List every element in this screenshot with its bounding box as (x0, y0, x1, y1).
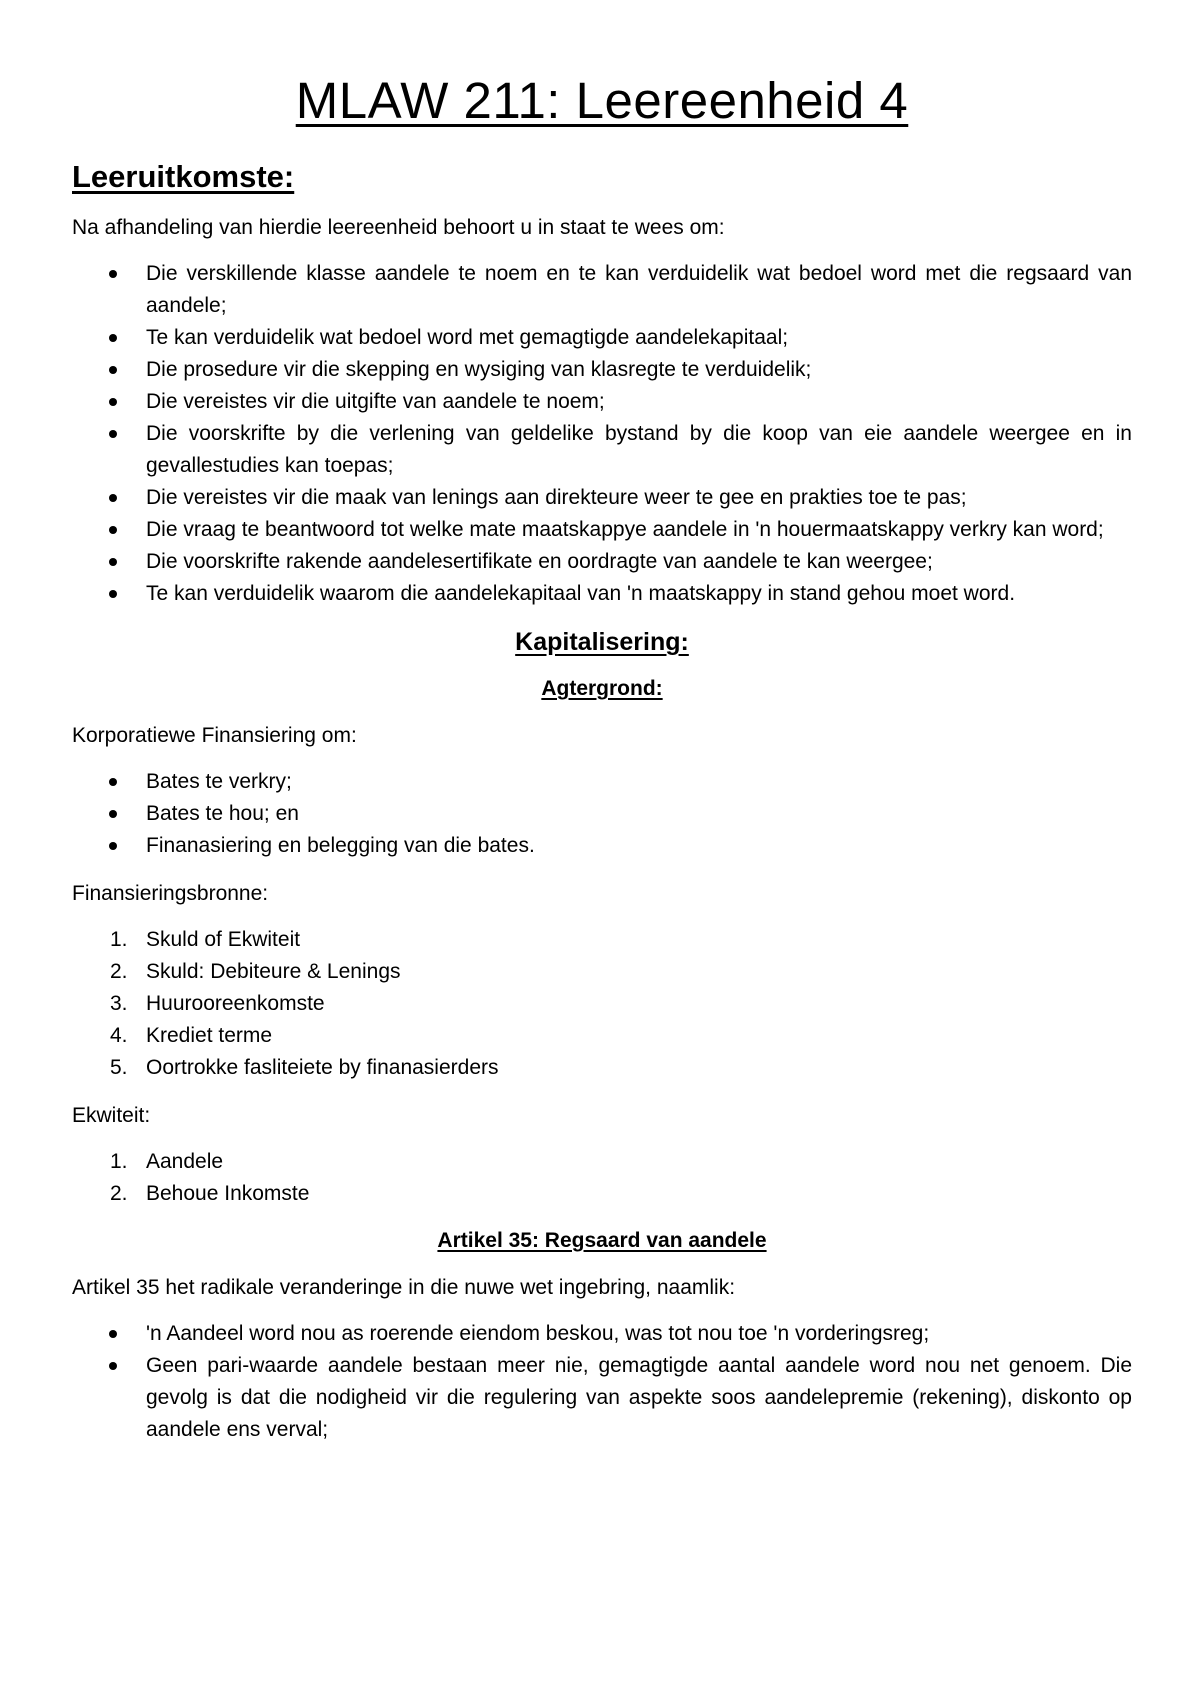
list-item: 'n Aandeel word nou as roerende eiendom beskou, was tot nou toe 'n vorderingsreg; (72, 1318, 1132, 1350)
document-title: MLAW 211: Leereenheid 4 (295, 72, 909, 129)
list-item: 1. Aandele (110, 1150, 224, 1173)
article35-list (72, 1318, 1132, 1446)
financing-sources-list (72, 924, 1132, 1084)
equity-label: Ekwiteit: (72, 1104, 151, 1127)
outcomes-intro: Na afhandeling van hierdie leereenheid behoort u in staat te wees om: (72, 216, 725, 239)
outcomes-list (72, 258, 1132, 610)
list-item: Die verskillende klasse aandele te noem en te kan verduidelik wat bedoel word met die regsaard van aandele; (72, 258, 1132, 322)
list-item: Bates te verkry; (72, 766, 1132, 798)
bullet-icon (109, 366, 117, 374)
bullet-icon (109, 494, 117, 502)
capitalisation-heading: Kapitalisering: (515, 628, 689, 656)
list-item: 1. Skuld of Ekwiteit (110, 928, 301, 951)
list-item: Te kan verduidelik waarom die aandelekapitaal van 'n maatskappy in stand gehou moet word. (72, 578, 1132, 610)
bullet-icon (109, 270, 117, 278)
bullet-icon (109, 1362, 117, 1370)
bullet-icon (109, 558, 117, 566)
bullet-icon (109, 430, 117, 438)
list-item: Finanasiering en belegging van die bates. (72, 830, 1132, 862)
list-item: Die prosedure vir die skepping en wysiging van klasregte te verduidelik; (72, 354, 1132, 386)
list-item: Bates te hou; en (72, 798, 1132, 830)
list-item: Die vereistes vir die maak van lenings aan direkteure weer te gee en prakties toe te pas; (72, 482, 1132, 514)
bullet-icon (109, 590, 117, 598)
bullet-icon (109, 810, 117, 818)
bullet-icon (109, 1330, 117, 1338)
article35-intro: Artikel 35 het radikale veranderinge in die nuwe wet ingebring, naamlik: (72, 1276, 736, 1299)
list-item: 5. Oortrokke fasliteiete by finanasierders (110, 1056, 499, 1079)
list-item: 2. Behoue Inkomste (110, 1182, 310, 1205)
financing-purpose-list (72, 766, 1132, 862)
bullet-icon (109, 842, 117, 850)
list-item: Die vereistes vir die uitgifte van aandele te noem; (72, 386, 1132, 418)
bullet-icon (109, 334, 117, 342)
outcomes-heading: Leeruitkomste: (72, 159, 295, 194)
bullet-icon (109, 398, 117, 406)
list-item: Die voorskrifte by die verlening van geldelike bystand by die koop van eie aandele weergee en in gevallestudies kan toepas; (72, 418, 1132, 482)
list-item: Te kan verduidelik wat bedoel word met gemagtigde aandelekapitaal; (72, 322, 1132, 354)
list-item: 3. Huurooreenkomste (110, 992, 325, 1015)
bullet-icon (109, 526, 117, 534)
article35-heading: Artikel 35: Regsaard van aandele (437, 1229, 767, 1252)
financing-sources-label: Finansieringsbronne: (72, 882, 269, 905)
financing-intro: Korporatiewe Finansiering om: (72, 724, 357, 747)
list-item: Geen pari-waarde aandele bestaan meer nie, gemagtigde aantal aandele word nou net genoem. Die gevolg is dat die nodigheid vir die regulering van aspekte soos aandelepremie (rekening), diskonto op aandele ens verval; (72, 1350, 1132, 1446)
bullet-icon (109, 778, 117, 786)
list-item: 2. Skuld: Debiteure & Lenings (110, 960, 401, 983)
list-item: Die voorskrifte rakende aandelesertifikate en oordragte van aandele te kan weergee; (72, 546, 1132, 578)
background-subheading: Agtergrond: (541, 677, 663, 700)
list-item: 4. Krediet terme (110, 1024, 273, 1047)
list-item: Die vraag te beantwoord tot welke mate maatskappye aandele in 'n houermaatskappy verkry kan word; (72, 514, 1132, 546)
equity-list (72, 1146, 1132, 1210)
